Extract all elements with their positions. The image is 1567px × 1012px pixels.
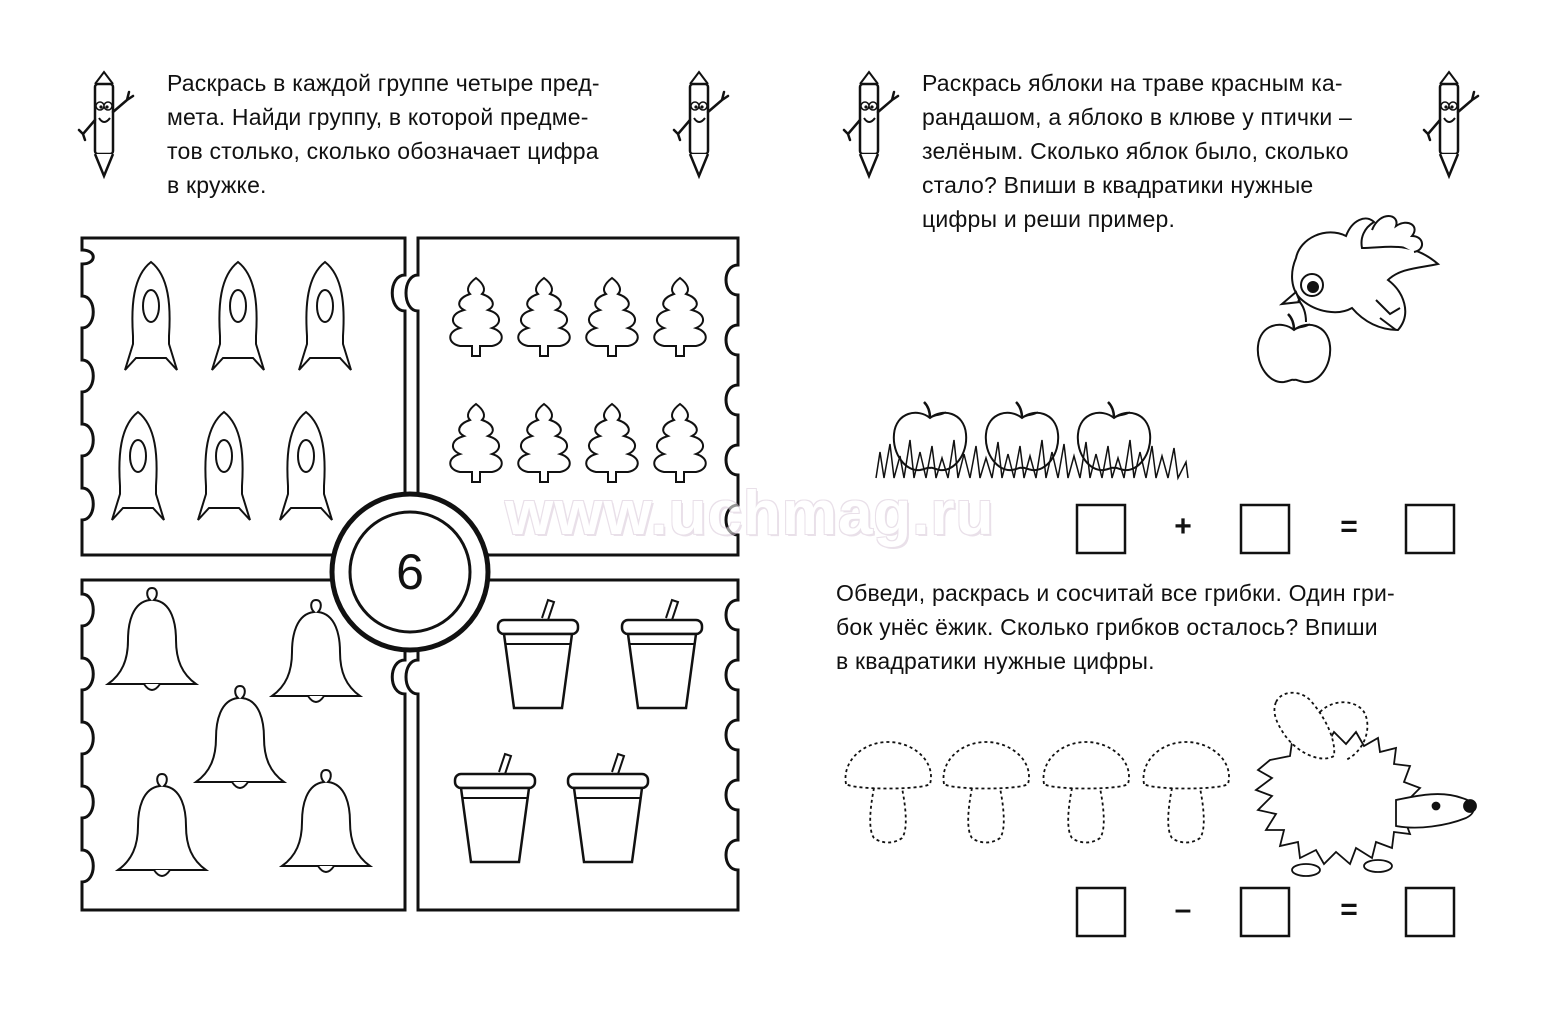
target-number: 6 [396, 544, 424, 600]
pencil-mascot-icon [674, 72, 728, 176]
task1-line: мета. Найди группу, в которой предме- [167, 104, 589, 130]
pencil-mascot-icon [1424, 72, 1478, 176]
equation-1 [1077, 505, 1454, 553]
mushroom-icon [845, 742, 931, 843]
task1-line: тов столько, сколько обозначает цифра [167, 138, 599, 164]
task2-line: цифры и реши пример. [922, 206, 1176, 232]
apples-on-grass [876, 402, 1188, 478]
answer-box-3[interactable] [1406, 505, 1454, 553]
task3-line: Обведи, раскрась и сосчитай все грибки. Один гри- [836, 580, 1395, 606]
apple-icon [1258, 314, 1330, 382]
pencil-mascot-icon [79, 72, 133, 176]
watermark: www.uchmag.ru [505, 479, 995, 548]
mushrooms-group [845, 742, 1229, 843]
task3-line: в квадратики нужные цифры. [836, 648, 1155, 674]
answer-box-6[interactable] [1406, 888, 1454, 936]
pencil-mascot-icon [844, 72, 898, 176]
answer-box-1[interactable] [1077, 505, 1125, 553]
answer-box-2[interactable] [1241, 505, 1289, 553]
equation-2 [1077, 888, 1454, 936]
mushroom-icon [1043, 742, 1129, 843]
task2-line: стало? Впиши в квадратики нужные [922, 172, 1314, 198]
plus-sign: + [1174, 510, 1192, 543]
task2-line: Раскрась яблоки на траве красным ка- [922, 70, 1343, 96]
minus-sign: – [1174, 893, 1192, 926]
task2-line: рандашом, а яблоко в клюве у птички – [922, 104, 1353, 130]
bird-icon [1282, 216, 1438, 330]
mushroom-icon [1143, 742, 1229, 843]
equals-sign: = [1340, 510, 1358, 543]
mushroom-icon [943, 742, 1029, 843]
task2-line: зелёным. Сколько яблок было, сколько [922, 138, 1349, 164]
answer-box-5[interactable] [1241, 888, 1289, 936]
answer-box-4[interactable] [1077, 888, 1125, 936]
task1-line: Раскрась в каждой группе четыре пред- [167, 70, 600, 96]
hedgehog-icon [1256, 693, 1476, 876]
equals-sign: = [1340, 893, 1358, 926]
task1-line: в кружке. [167, 172, 267, 198]
task3-line: бок унёс ёжик. Сколько грибков осталось? Впиши [836, 614, 1378, 640]
